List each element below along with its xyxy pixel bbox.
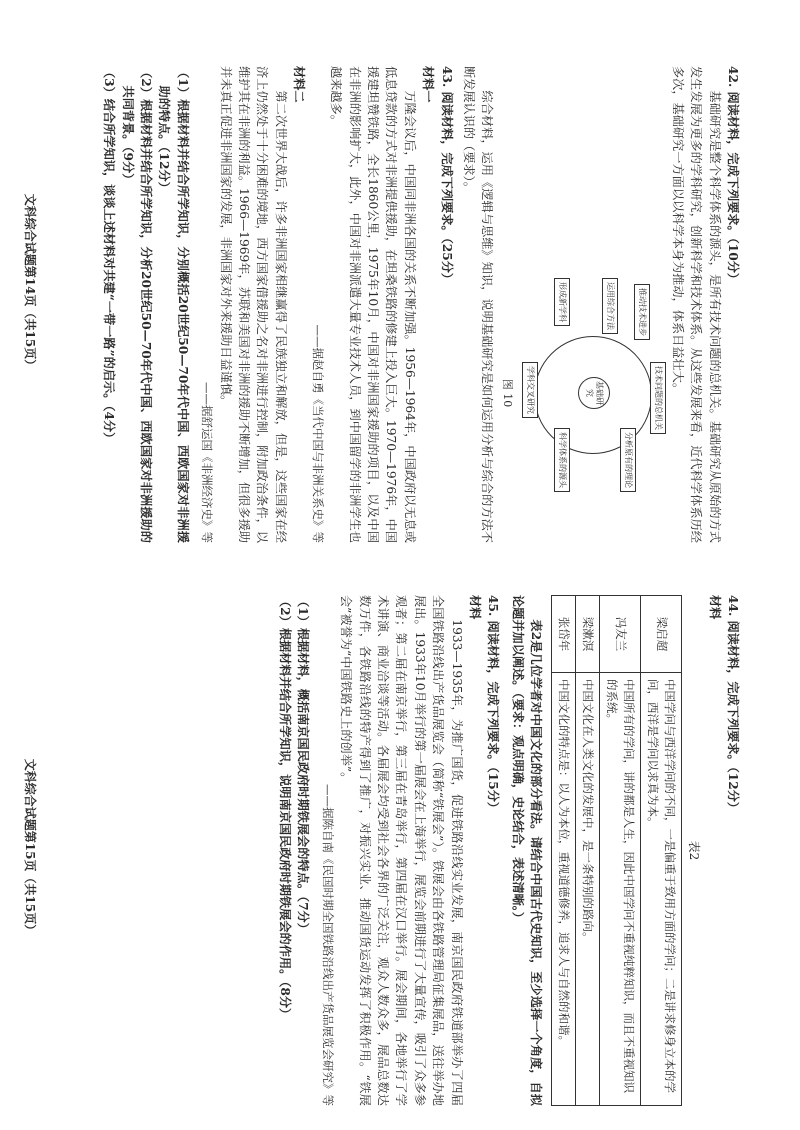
question-42-title: 42. 阅读材料，完成下列要求。（10分） (726, 66, 740, 286)
table-caption: 表2 (687, 840, 702, 861)
table-row (641, 596, 682, 1106)
table-row (576, 596, 600, 1106)
exam-page-15 (0, 565, 800, 1130)
question-43-sub-2: （2）根据材料并结合所学知识，分析20世纪50—70年代中国、西欧国家对非洲援助的共同背景。（9分） (120, 66, 154, 543)
diagram-box: 运用综合方法 (602, 278, 618, 334)
question-42-text: 基础研究是整个科学体系的源头，是所有技术问题的总机关。基础研究从原始的方式发生发展为更多的学科研究，创新科学和技术体系。从这些发展来看，近代科学体系历经多次，基础研究一方面以以科学本身为推动，体系日益壮大。 (670, 66, 722, 543)
diagram-box: 形成新学科 (554, 278, 570, 326)
question-43-title: 43. 阅读材料，完成下列要求。（25分） (439, 66, 454, 286)
table-row (600, 596, 641, 1106)
concept-cycle-diagram (518, 278, 666, 508)
material-45-source: ——据陈自南《民国时期全国铁路沿线出产货品展览会研究》等 (320, 784, 335, 1106)
material-45-text: 1933—1935年，为推广国货，促进铁路沿线实业发展，南京国民政府铁道部举办了四届全国铁路沿线出产货品展览会（简称“铁展会”）。铁展会由各铁路管理局征集展品，送往举办地展出。1933年10月举行的第一届展会在上海举行，展览会前期进行了大量宣传，吸引了众多参观者；第二届在南京举行，第三届在青岛举行，第四届在汉口举行。展会期间，各地举行了学术讲演、商业洽谈等活动。各届展会均受到社会各界的广泛关注，观众人数众多，展品总数达数万件，各铁路沿线的特产得到了推广，对振兴实业、推动国货运动发挥了积极作用。“铁展会”被誉为“中国铁路史上的创举”。 (339, 595, 464, 1106)
scholar-table (551, 595, 682, 1106)
scholar-view: 中国文化在人类文化的发展中，是一条特别的路向。 (576, 673, 600, 1106)
figure-10 (500, 66, 666, 543)
table-row (552, 596, 576, 1106)
scholar-name: 梁漱溟 (576, 596, 600, 673)
question-44-prompt: 表2是几位学者对中国文化的部分看法。请结合中国古代史知识，至少选择一个角度，自拟论题并加以阐述。（要求：观点明确，史论结合，表述清晰。） (510, 595, 544, 1106)
material-2-source: ——据舒运国《非洲经济史》等 (200, 382, 215, 543)
question-45-sub-1: （1）根据材料，概括南京国民政府时期铁展会的特点。（7分） (296, 595, 311, 935)
material-label: 材料 (707, 595, 722, 620)
material-1-text: 万隆会议后，中国同非洲各国的关系不断加强。1956—1964年，中国政府以无息或低息贷款的方式对非洲提供援助，在坦桑铁路的修建上投入巨大。1970—1976年，中国援建坦赞铁路，全长1860公里，1975年10月，中国对非洲国家援助的项目，以及中国在非洲的影响扩大，此外，中国对非洲派遣大量专业技术人员，到中国留学的非洲学生也越来越多。 (329, 66, 417, 543)
scholar-view: 中国文化的特点是：以人为本位，重视道德修养，追求人与自然的和谐。 (552, 673, 576, 1106)
material-2-text: 第二次世界大战后，许多非洲国家相继赢得了民族独立和解放，但是，这些国家在经济上仍然处于十分困难的境地，西方国家借援助之名对非洲进行控制，附加政治条件，以维护其在非洲的利益。1966—1969年，苏联和美国对非洲的援助不断增加，但很多援助并未真正促进非洲国家的发展，非洲国家对外来援助日益谨慎。 (218, 66, 288, 543)
diagram-box: 技术问题的总机关 (650, 362, 666, 434)
scholar-view: 中国所有的学问，讲的都是人生，因此中国学问不重视纯粹知识，而且不重视知识的系统。 (600, 673, 641, 1106)
material-2-label: 材料二 (292, 66, 307, 103)
page-footer-15: 文科综合试题第15页（共15页） (23, 758, 37, 937)
material-1-label: 材料一 (421, 66, 436, 103)
question-45-title: 45. 阅读材料，完成下列要求。（15分） (486, 595, 501, 815)
scholar-name: 冯友兰 (600, 596, 641, 673)
scholar-name: 梁启超 (641, 596, 682, 673)
diagram-center-node: 基础研究 (578, 377, 610, 409)
diagram-box: 学科交叉研究 (522, 362, 538, 418)
material-45-label: 材料 (467, 595, 482, 620)
question-45-sub-2: （2）根据材料并结合所学知识，说明南京国民政府时期铁展会的作用。（8分） (277, 595, 292, 1021)
diagram-box: 推动技术进步 (634, 284, 650, 340)
scholar-view: 中国学问与西洋学问的不同，一是偏重于致用方面的学问；二是讲求修身立本的学问，西洋是学问以求真为本。 (641, 673, 682, 1106)
diagram-box: 分析原有的理论 (620, 428, 636, 492)
question-43-sub-3: （3）结合所学知识，谈谈上述材料对共建“一带一路”的启示。（4分） (102, 66, 117, 445)
scholar-name: 张岱年 (552, 596, 576, 673)
figure-caption: 图 10 (501, 378, 515, 408)
question-42-requirement: 综合材料，运用《逻辑与思维》知识，说明基础研究是如何运用分析与综合的方法不断发展认识的（要求）。 (461, 66, 495, 543)
question-43-sub-1: （1）根据材料并结合所学知识，分别概括20世纪50—70年代中国、西欧国家对非洲援助的特点。（12分） (157, 66, 190, 543)
diagram-box: 科学体系的源头 (554, 428, 570, 492)
material-1-source: ——据赵自勇《当代中国与非洲关系史》等 (310, 324, 325, 543)
page-footer-14: 文科综合试题第14页（共15页） (23, 193, 37, 372)
question-44-title: 44. 阅读材料，完成下列要求。（12分） (726, 595, 740, 815)
